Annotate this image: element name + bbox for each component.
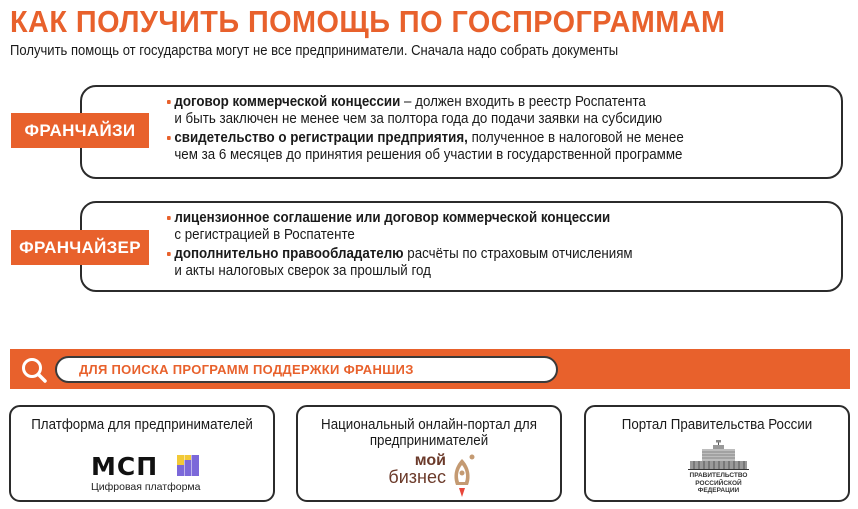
search-input[interactable]: ДЛЯ ПОИСКА ПРОГРАММ ПОДДЕРЖКИ ФРАНШИЗ	[55, 356, 558, 383]
moi-biznes-word-2: бизнес	[388, 467, 446, 487]
portal-card-msp[interactable]	[9, 405, 275, 502]
search-icon[interactable]	[20, 356, 48, 384]
moi-biznes-word-1: мой	[414, 452, 446, 469]
franchisee-tag: ФРАНЧАЙЗИ	[11, 113, 149, 148]
bullet-icon	[167, 136, 171, 140]
portal-label: Портал Правительства России	[621, 417, 813, 433]
franchisor-requirements-list	[167, 210, 837, 282]
portal-card-moi-biznes[interactable]	[296, 405, 562, 502]
requirement-text: расчёты по страховым отчислениям	[403, 246, 633, 262]
search-banner	[10, 349, 850, 389]
list-item	[167, 94, 783, 127]
rocket-icon	[450, 453, 478, 499]
requirement-text: – должен входить в реестр Роспатента	[400, 94, 646, 110]
list-item	[167, 246, 783, 279]
portal-label: Национальный онлайн-портал для предпринимателей	[321, 417, 537, 449]
requirement-title: свидетельство о регистрации предприятия,	[174, 130, 468, 146]
portal-card-government[interactable]	[584, 405, 850, 502]
requirement-title: договор коммерческой концессии	[174, 94, 401, 110]
page-subtitle: Получить помощь от государства могут не все предприниматели. Сначала надо собрать документы	[10, 43, 619, 59]
moi-biznes-logo	[380, 453, 490, 501]
requirement-text: полученное в налоговой не менее	[467, 130, 684, 146]
portal-label: Платформа для предпринимателей	[31, 417, 253, 433]
bullet-icon	[167, 252, 171, 256]
msp-bar-chart-icon	[177, 455, 199, 476]
franchisee-requirements-list	[167, 94, 837, 166]
requirement-text-continued: и быть заключен не менее чем за полтора года до подачи заявки на субсидию	[174, 110, 663, 127]
msp-logo-word: МСП	[91, 452, 159, 481]
list-item	[167, 130, 783, 163]
requirement-title: дополнительно правообладателю	[174, 246, 404, 262]
bullet-icon	[167, 216, 171, 220]
msp-logo-subtitle: Цифровая платформа	[91, 481, 201, 493]
page-title: КАК ПОЛУЧИТЬ ПОМОЩЬ ПО ГОСПРОГРАММАМ	[10, 4, 726, 39]
requirement-title: лицензионное соглашение или договор коммерческой концессии	[174, 210, 611, 226]
government-building-icon	[686, 440, 751, 470]
requirement-text-continued: чем за 6 месяцев до принятия решения об участии в государственной программе	[174, 146, 683, 163]
franchisor-tag: ФРАНЧАЙЗЕР	[11, 230, 149, 265]
requirement-text-continued: с регистрацией в Роспатенте	[174, 226, 355, 243]
requirement-text-continued: и акты налоговых сверок за прошлый год	[174, 262, 431, 279]
msp-logo	[91, 452, 201, 492]
government-logo-text: ПРАВИТЕЛЬСТВО РОССИЙСКОЙ ФЕДЕРАЦИИ	[689, 472, 748, 494]
bullet-icon	[167, 100, 171, 104]
list-item	[167, 210, 783, 243]
government-logo	[686, 440, 751, 500]
